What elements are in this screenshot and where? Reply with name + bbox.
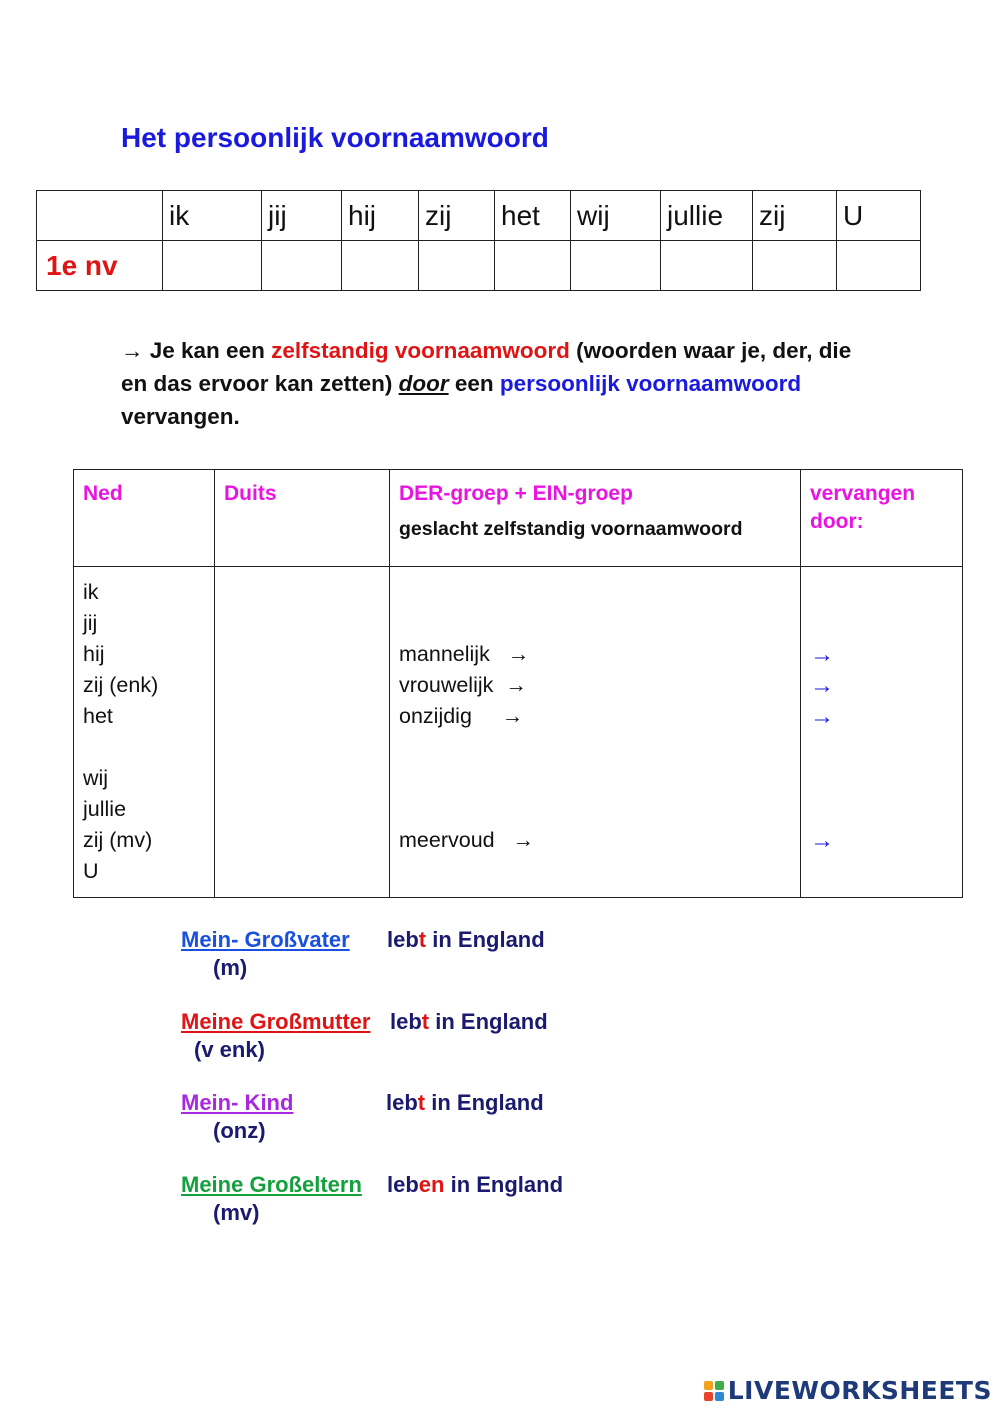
gender-column bbox=[390, 567, 801, 898]
gender-item bbox=[399, 856, 791, 887]
example-gender: (v enk) bbox=[194, 1036, 265, 1062]
example-subject: Meine Großmutter bbox=[181, 1008, 371, 1034]
case-header-row bbox=[74, 470, 963, 567]
example-predicate bbox=[386, 1090, 544, 1116]
header-ned bbox=[74, 470, 215, 567]
brand-name: LIVEWORKSHEETS bbox=[727, 1376, 992, 1405]
pronoun-header-cell: zij bbox=[419, 191, 495, 241]
example-gender: (onz) bbox=[213, 1118, 266, 1143]
example-predicate bbox=[390, 1009, 548, 1035]
arrow-icon bbox=[810, 856, 953, 887]
example-predicate bbox=[387, 1172, 563, 1198]
para-text: (woorden waar je, der, die en das ervoor kan zetten) bbox=[121, 338, 852, 396]
para-text: een bbox=[448, 371, 500, 396]
answer-cell-u[interactable] bbox=[837, 241, 921, 291]
header-ned-label: Ned bbox=[83, 482, 123, 505]
pronoun-table bbox=[36, 190, 921, 291]
arrow-icon: → bbox=[810, 672, 834, 699]
ned-column bbox=[74, 567, 215, 898]
pronoun-header-cell: U bbox=[837, 191, 921, 241]
row-label-1e-nv: 1e nv bbox=[37, 241, 163, 291]
ned-item: jullie bbox=[83, 797, 127, 821]
ned-item bbox=[83, 732, 205, 763]
logo-square bbox=[704, 1392, 713, 1401]
pronoun-header-cell: ik bbox=[163, 191, 262, 241]
header-vervangen bbox=[801, 470, 963, 567]
verb-stem: leb bbox=[390, 1008, 422, 1034]
gender-item bbox=[399, 794, 791, 825]
verb-stem: leb bbox=[387, 927, 419, 952]
answer-cell-het[interactable] bbox=[495, 241, 571, 291]
verb-rest: in England bbox=[444, 1171, 564, 1197]
pronoun-header-cell: wij bbox=[571, 191, 661, 241]
gender-item: vrouwelijk → bbox=[399, 673, 527, 697]
arrow-icon: → bbox=[810, 641, 834, 668]
ned-item: zij (mv) bbox=[83, 828, 153, 852]
ned-item: wij bbox=[83, 766, 109, 790]
para-highlight-red: zelfstandig voornaamwoord bbox=[271, 338, 570, 363]
verb-rest: in England bbox=[429, 1008, 548, 1034]
logo-square bbox=[715, 1381, 724, 1390]
logo-icon bbox=[704, 1381, 724, 1401]
case-table bbox=[73, 469, 963, 898]
answer-cell-wij[interactable] bbox=[571, 241, 661, 291]
pronoun-answer-row bbox=[37, 241, 921, 291]
example-gender: (mv) bbox=[213, 1199, 260, 1225]
answer-cell-ik[interactable] bbox=[163, 241, 262, 291]
verb-ending: en bbox=[418, 1171, 445, 1197]
arrow-icon bbox=[810, 732, 953, 763]
gender-item bbox=[399, 608, 791, 639]
answer-cell-jij[interactable] bbox=[262, 241, 342, 291]
gender-item bbox=[399, 577, 791, 608]
pronoun-header-row bbox=[37, 191, 921, 241]
logo-square bbox=[704, 1381, 713, 1390]
example-predicate bbox=[387, 927, 545, 953]
answer-cell-jullie[interactable] bbox=[661, 241, 753, 291]
para-highlight-blue: persoonlijk voornaamwoord bbox=[499, 371, 802, 396]
example-subject: Meine Großeltern bbox=[181, 1171, 362, 1197]
arrow-icon bbox=[810, 763, 953, 794]
header-der bbox=[390, 470, 801, 567]
header-duits-label: Duits bbox=[224, 482, 277, 505]
para-text: vervangen. bbox=[121, 404, 240, 429]
answer-cell-zij-mv[interactable] bbox=[753, 241, 837, 291]
pronoun-header-cell: zij bbox=[753, 191, 837, 241]
pronoun-header-cell: jullie bbox=[661, 191, 753, 241]
arrow-icon: → bbox=[810, 827, 834, 854]
gender-item: mannelijk → bbox=[399, 642, 530, 666]
verb-stem: leb bbox=[387, 1171, 419, 1197]
arrow-icon bbox=[810, 577, 953, 608]
duits-answer-column[interactable] bbox=[215, 567, 390, 898]
logo-square bbox=[715, 1392, 724, 1401]
gender-list bbox=[399, 577, 791, 887]
ned-item: U bbox=[83, 859, 99, 883]
verb-stem: leb bbox=[386, 1090, 418, 1115]
explanation-paragraph bbox=[121, 334, 881, 433]
gender-item: onzijdig → bbox=[399, 704, 524, 728]
arrow-icon bbox=[810, 608, 953, 639]
answer-cell-zij[interactable] bbox=[419, 241, 495, 291]
ned-list bbox=[83, 577, 205, 887]
vervangen-list bbox=[810, 577, 953, 887]
pronoun-header-cell: het bbox=[495, 191, 571, 241]
verb-ending: t bbox=[421, 1008, 430, 1034]
pronoun-header-cell: jij bbox=[262, 191, 342, 241]
ned-item: ik bbox=[83, 580, 99, 604]
ned-item: hij bbox=[83, 642, 105, 666]
gender-item: meervoud → bbox=[399, 828, 535, 852]
arrow-icon bbox=[810, 794, 953, 825]
para-text: → Je kan een bbox=[121, 338, 272, 363]
verb-ending: t bbox=[417, 1090, 426, 1115]
header-der-sublabel: geslacht zelfstandig voornaamwoord bbox=[399, 518, 743, 540]
gender-item bbox=[399, 732, 791, 763]
pronoun-header-cell: hij bbox=[342, 191, 419, 241]
page-title: Het persoonlijk voornaamwoord bbox=[121, 122, 549, 153]
example-subject: Mein- Kind bbox=[181, 1090, 294, 1115]
ned-item: het bbox=[83, 704, 113, 728]
verb-ending: t bbox=[418, 927, 427, 952]
liveworksheets-logo bbox=[704, 1376, 992, 1405]
header-der-label: DER-groep + EIN-groep bbox=[399, 482, 633, 505]
pronoun-header-cell bbox=[37, 191, 163, 241]
verb-rest: in England bbox=[425, 1090, 544, 1115]
arrow-icon: → bbox=[810, 703, 834, 730]
answer-cell-hij[interactable] bbox=[342, 241, 419, 291]
para-emphasis: door bbox=[398, 371, 449, 396]
ned-item: jij bbox=[83, 611, 98, 635]
case-body-row bbox=[74, 567, 963, 898]
header-vervangen-label: vervangen door: bbox=[810, 482, 916, 533]
verb-rest: in England bbox=[426, 927, 545, 952]
vervangen-column[interactable] bbox=[801, 567, 963, 898]
example-gender: (m) bbox=[213, 955, 248, 980]
ned-item: zij (enk) bbox=[83, 673, 159, 697]
header-duits bbox=[215, 470, 390, 567]
example-subject: Mein- Großvater bbox=[181, 927, 350, 952]
gender-item bbox=[399, 763, 791, 794]
